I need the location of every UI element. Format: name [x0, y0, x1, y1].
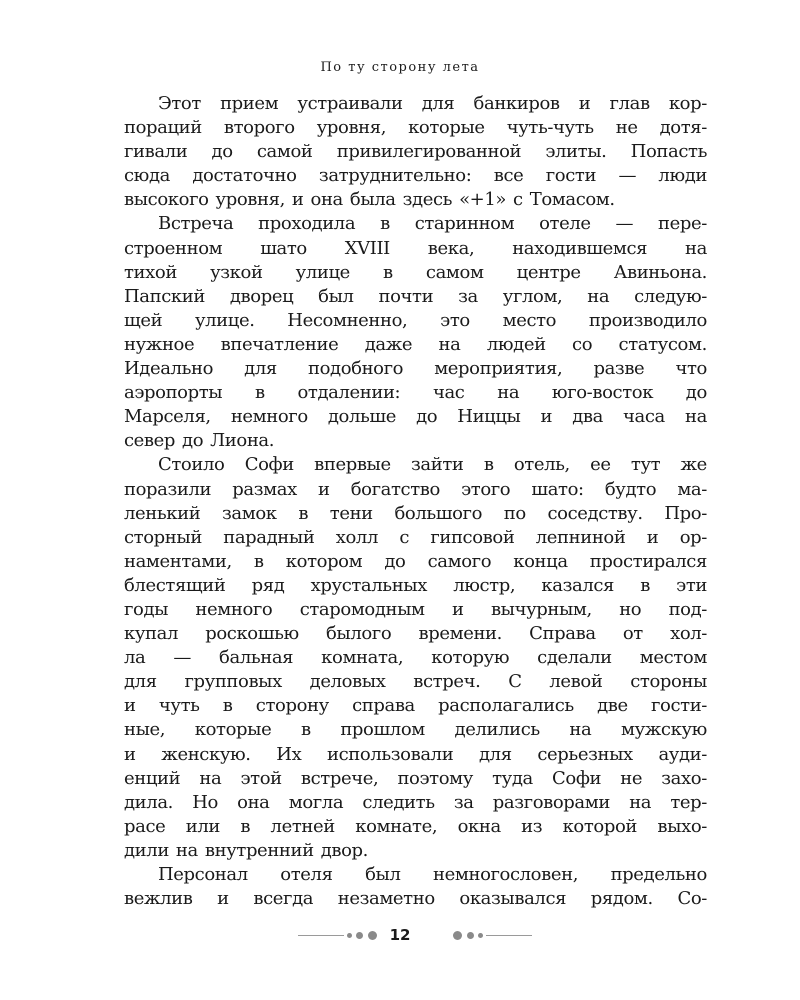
word: вычурным, — [490, 598, 592, 620]
word: Но — [192, 791, 218, 813]
word: для — [244, 358, 277, 380]
text-line — [124, 574, 707, 598]
word: строенном — [124, 237, 223, 259]
word: углом, — [502, 285, 563, 307]
word: улице. — [194, 309, 255, 331]
word: всегда — [253, 888, 314, 910]
word: вежлив — [124, 888, 193, 910]
word: былого — [325, 623, 392, 645]
word: центре — [516, 261, 581, 283]
word: отдалении: — [297, 382, 401, 404]
word: встреч. — [413, 671, 481, 693]
word: устраивали — [297, 93, 403, 114]
word: тут — [630, 454, 661, 476]
text-line — [124, 92, 707, 116]
word: немногословен, — [433, 864, 579, 885]
word: располагались — [438, 695, 574, 717]
word: сюда — [124, 165, 170, 187]
word: тени — [329, 502, 373, 524]
word: поэтому — [397, 767, 473, 789]
word: с — [399, 526, 409, 548]
word: и — [578, 93, 591, 114]
word: Этот — [158, 93, 201, 114]
word: туда — [492, 767, 533, 789]
word: местом — [639, 647, 707, 669]
word: использовали — [327, 743, 454, 765]
word: до — [211, 141, 233, 163]
text-line — [124, 333, 707, 357]
word: ла — [124, 647, 146, 669]
body-text — [124, 92, 707, 911]
word: улице — [295, 261, 350, 283]
word: разговорами — [492, 791, 610, 813]
word: север — [124, 430, 176, 452]
word: Авиньона. — [613, 261, 707, 283]
word: Томасом. — [529, 189, 615, 211]
word: по — [503, 502, 526, 524]
word: замок — [222, 502, 277, 524]
word: был — [365, 864, 401, 885]
word: Со- — [677, 888, 707, 910]
word: ряд — [251, 574, 285, 596]
word: этой — [240, 767, 282, 789]
word: стороны — [630, 671, 707, 693]
word: за — [453, 791, 474, 813]
word: даже — [364, 333, 413, 355]
text-line — [124, 887, 707, 911]
word: могла — [288, 791, 344, 813]
word: мероприятия, — [434, 358, 563, 380]
word: но — [619, 598, 642, 620]
word: щей — [124, 309, 163, 331]
word: и — [540, 406, 553, 428]
word: захо- — [661, 767, 707, 789]
word: прием — [220, 93, 279, 114]
word: на — [497, 382, 520, 404]
footer-dot — [478, 933, 483, 938]
word: отель, — [513, 454, 570, 476]
word: Несомненно, — [287, 309, 408, 331]
word: на — [199, 767, 222, 789]
word: С — [508, 671, 522, 693]
word: большого — [394, 502, 483, 524]
word: был — [318, 285, 354, 307]
word: купал — [124, 623, 179, 645]
word: находившемся — [512, 237, 648, 259]
word: она — [237, 791, 270, 813]
text-line — [124, 550, 707, 574]
word: два — [572, 406, 603, 428]
word: казался — [541, 574, 614, 596]
footer-dot — [453, 931, 462, 940]
word: Софи — [552, 767, 602, 789]
text-line — [124, 453, 707, 477]
word: гивали — [124, 141, 188, 163]
word: групповых — [184, 671, 282, 693]
word: незаметно — [337, 888, 435, 910]
word: дили — [124, 839, 169, 861]
word: глав — [609, 93, 650, 114]
word: самом — [425, 261, 484, 283]
word: до — [416, 406, 438, 428]
word: рядом. — [590, 888, 653, 910]
text-line — [124, 140, 707, 164]
word: тихой — [124, 261, 177, 283]
word: достаточно — [192, 165, 297, 187]
footer-rule-right — [486, 935, 532, 936]
word: производило — [588, 309, 707, 331]
word: окна — [457, 815, 501, 837]
word: Встреча — [158, 213, 234, 235]
word: выхо- — [657, 815, 707, 837]
word: тер- — [670, 791, 707, 813]
word: предельно — [610, 864, 707, 885]
word: статусом. — [618, 333, 707, 355]
word: кор- — [668, 93, 707, 114]
word: ее — [590, 454, 611, 476]
word: место — [502, 309, 557, 331]
text-line — [124, 381, 707, 405]
text-line — [124, 285, 707, 309]
word: роскошью — [205, 623, 299, 645]
word: Марселя, — [124, 406, 211, 428]
page-footer — [0, 925, 800, 945]
word: сделали — [537, 647, 612, 669]
word: Персонал — [158, 864, 248, 885]
text-line — [124, 815, 707, 839]
word: пораций — [124, 117, 202, 139]
word: енций — [124, 767, 181, 789]
text-line — [124, 502, 707, 526]
word: в — [222, 695, 233, 717]
word: дворец — [229, 285, 294, 307]
word: в — [300, 719, 311, 741]
text-line — [124, 237, 707, 261]
word: впечатление — [220, 333, 339, 355]
text-line — [124, 622, 707, 646]
word: в — [240, 815, 251, 837]
word: на — [587, 285, 610, 307]
word: ма- — [677, 478, 707, 500]
word: люстр, — [453, 574, 516, 596]
word: почти — [378, 285, 434, 307]
word: ауди- — [658, 743, 707, 765]
word: гипсовой — [430, 526, 515, 548]
word: на — [438, 333, 461, 355]
text-line — [124, 261, 707, 285]
word: простирался — [589, 550, 707, 572]
word: в — [253, 550, 264, 572]
word: летней — [270, 815, 335, 837]
text-line — [124, 116, 707, 140]
word: что — [675, 358, 707, 380]
text-line — [124, 188, 707, 212]
word: была — [349, 189, 396, 211]
word: делились — [454, 719, 540, 741]
word: женскую. — [161, 743, 251, 765]
word: до — [182, 430, 204, 452]
text-line — [124, 212, 707, 236]
word: подобного — [307, 358, 404, 380]
word: двор. — [320, 839, 369, 861]
footer-dot — [467, 932, 474, 939]
word: немного — [195, 598, 273, 620]
text-line — [124, 164, 707, 188]
text-line — [124, 791, 707, 815]
word: блестящий — [124, 574, 226, 596]
word: Лиона. — [210, 430, 275, 452]
word: Папский — [124, 285, 205, 307]
word: и — [291, 189, 304, 211]
word: привилегированной — [336, 141, 522, 163]
text-line — [124, 839, 707, 863]
word: на — [629, 791, 652, 813]
text-line — [124, 478, 707, 502]
word: котором — [285, 550, 363, 572]
word: наментами, — [124, 550, 232, 572]
word: серьезных — [537, 743, 633, 765]
word: годы — [124, 598, 169, 620]
word: самого — [427, 550, 492, 572]
word: две — [597, 695, 628, 717]
word: людей — [486, 333, 546, 355]
word: до — [384, 550, 406, 572]
word: деловых — [309, 671, 386, 693]
word: Софи — [244, 454, 294, 476]
word: до — [685, 382, 707, 404]
word: Про- — [664, 502, 707, 524]
word: из — [521, 815, 543, 837]
word: пере- — [658, 213, 707, 235]
word: ные, — [124, 719, 166, 741]
word: будто — [604, 478, 657, 500]
word: — — [618, 165, 637, 187]
word: за — [458, 285, 478, 307]
word: на — [569, 719, 592, 741]
word: старинном — [414, 213, 515, 235]
word: — — [615, 213, 634, 235]
word: на — [684, 406, 707, 428]
word: холл — [335, 526, 378, 548]
word: внутренний — [204, 839, 314, 861]
word: в — [254, 382, 265, 404]
word: левой — [549, 671, 603, 693]
text-line — [124, 863, 707, 887]
word: уровня, — [316, 117, 387, 139]
word: в — [640, 574, 650, 596]
word: и — [217, 888, 229, 910]
word: под- — [668, 598, 707, 620]
word: лепниной — [535, 526, 626, 548]
word: отеле — [539, 213, 591, 235]
word: высокого — [124, 189, 209, 211]
word: оказывался — [459, 888, 567, 910]
word: же — [680, 454, 707, 476]
word: комнате, — [355, 815, 438, 837]
word: которой — [562, 815, 638, 837]
word: встрече, — [300, 767, 379, 789]
word: — — [173, 647, 192, 669]
word: уровня, — [215, 189, 285, 211]
word: поразили — [124, 478, 212, 500]
word: в — [383, 261, 393, 283]
text-line — [124, 767, 707, 791]
word: зайти — [411, 454, 464, 476]
word: и — [124, 743, 136, 765]
word: времени. — [418, 623, 502, 645]
word: узкой — [210, 261, 263, 283]
text-line — [124, 743, 707, 767]
word: размах — [232, 478, 297, 500]
word: дотя- — [659, 117, 707, 139]
word: эти — [676, 574, 707, 596]
text-line — [124, 718, 707, 742]
text-line — [124, 526, 707, 550]
word: юго-восток — [551, 382, 654, 404]
word: сторону — [255, 695, 329, 717]
word: богатство — [350, 478, 440, 500]
text-line — [124, 357, 707, 381]
word: час — [432, 382, 465, 404]
word: аэропорты — [124, 382, 223, 404]
word: проходила — [258, 213, 356, 235]
word: со — [572, 333, 593, 355]
word: самой — [256, 141, 313, 163]
word: в — [380, 213, 390, 235]
word: на — [685, 237, 707, 259]
text-line — [124, 598, 707, 622]
word: или — [185, 815, 221, 837]
page-number: 12 — [389, 926, 411, 944]
word: Ниццы — [457, 406, 521, 428]
word: комната, — [321, 647, 404, 669]
word: дольше — [327, 406, 396, 428]
word: «+1» — [459, 189, 507, 211]
word: это — [440, 309, 470, 331]
word: и — [124, 695, 136, 717]
word: Стоило — [158, 454, 225, 476]
text-line — [124, 694, 707, 718]
word: все — [493, 165, 524, 187]
word: Идеально — [124, 358, 214, 380]
word: хрустальных — [310, 574, 427, 596]
word: для — [479, 743, 512, 765]
word: Попасть — [630, 141, 707, 163]
word: следить — [362, 791, 435, 813]
word: не — [620, 767, 643, 789]
word: дила. — [124, 791, 173, 813]
word: следую- — [634, 285, 707, 307]
word: чуть-чуть — [506, 117, 594, 139]
word: элиты. — [545, 141, 607, 163]
word: и — [452, 598, 464, 620]
word: впервые — [314, 454, 391, 476]
word: затруднительно: — [318, 165, 472, 187]
word: в — [298, 502, 309, 524]
text-line — [124, 429, 707, 453]
word: часа — [623, 406, 665, 428]
word: хол- — [670, 623, 707, 645]
word: чуть — [158, 695, 200, 717]
word: мужскую — [620, 719, 707, 741]
word: здесь — [402, 189, 453, 211]
word: люди — [658, 165, 707, 187]
word: отеля — [280, 864, 333, 885]
word: бальная — [219, 647, 294, 669]
word: для — [421, 93, 455, 114]
word: гости — [545, 165, 597, 187]
word: этого — [461, 478, 511, 500]
word: на — [175, 839, 198, 861]
word: старомодным — [299, 598, 425, 620]
word: которые — [408, 117, 485, 139]
text-line — [124, 309, 707, 333]
word: для — [124, 671, 157, 693]
word: с — [513, 189, 523, 211]
word: Справа — [529, 623, 596, 645]
word: разве — [593, 358, 645, 380]
word: XVIII — [344, 237, 390, 259]
word: прошлом — [340, 719, 425, 741]
word: немного — [230, 406, 308, 428]
word: века, — [427, 237, 475, 259]
word: гости- — [651, 695, 707, 717]
word: сторный — [124, 526, 202, 548]
text-line — [124, 646, 707, 670]
word: нужное — [124, 333, 195, 355]
word: справа — [352, 695, 415, 717]
word: которые — [194, 719, 272, 741]
word: шато: — [531, 478, 584, 500]
word: не — [615, 117, 638, 139]
word: расе — [124, 815, 166, 837]
word: ор- — [679, 526, 707, 548]
running-head: По ту сторону лета — [320, 60, 480, 75]
word: соседству. — [547, 502, 643, 524]
word: банкиров — [473, 93, 560, 114]
word: и — [646, 526, 659, 548]
word: Их — [276, 743, 302, 765]
text-line — [124, 670, 707, 694]
word: парадный — [223, 526, 315, 548]
word: в — [483, 454, 494, 476]
word: которую — [431, 647, 510, 669]
word: второго — [223, 117, 295, 139]
text-line — [124, 405, 707, 429]
word: шато — [260, 237, 307, 259]
word: конца — [513, 550, 568, 572]
word: от — [622, 623, 643, 645]
word: ленький — [124, 502, 201, 524]
word: она — [310, 189, 343, 211]
word: и — [317, 478, 330, 500]
